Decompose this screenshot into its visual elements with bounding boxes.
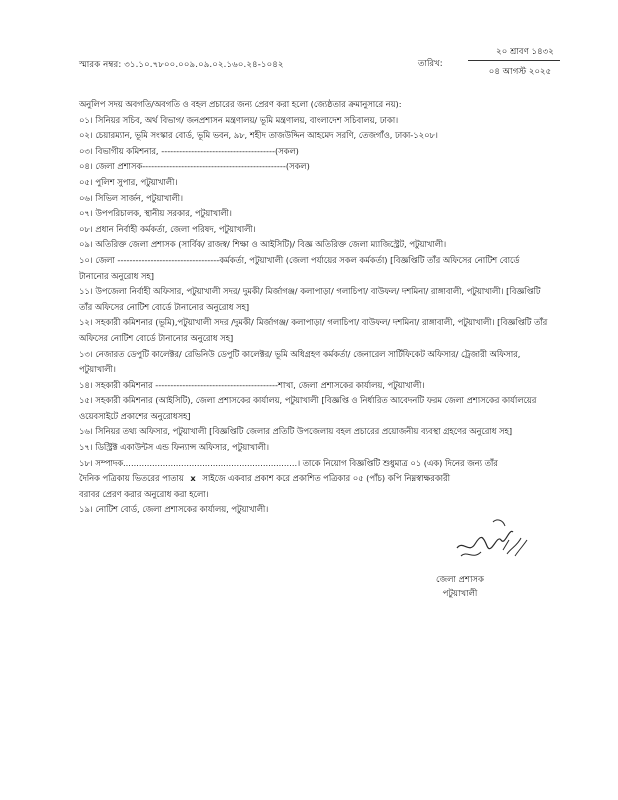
list-item: ১৫। সহকারী কমিশনার (আইসিটি), জেলা প্রশাসকের কার্যালয়, পটুয়াখালী [বিজ্ঞপ্তি ও নির্ধারিত আবেদনটি ফরম জেলা প্রশাসকের কার্যালয়ের ওয়েবসাইটে প্রকাশের অনুরোধসহ] [79,395,537,421]
list-item: ০৭। উপপরিচালক, স্থানীয় সরকার, পটুয়াখালী। [79,208,232,219]
list-item: ১৬। সিনিয়র তথ্য অফিসার, পটুয়াখালী [বিজ্ঞপ্তিটি জেলার প্রতিটি উপজেলায় বহল প্রচারের প্রয়োজনীয় ব্যবস্থা গ্রহণের অনুরোধ সহ] [79,426,513,437]
signatory-place: পটুয়াখালী [442,589,478,599]
list-item: ১৯। নোটিশ বোর্ড, জেলা প্রশাসকের কার্যালয়, পটুয়াখালী। [79,504,269,515]
item18-line2b: সাইজে একবার প্রকাশ করে প্রকাশিত পত্রিকার ০৫ (পাঁচ) কপি নিম্নস্বাক্ষরকারী [202,473,450,484]
memo-label: স্মারক নম্বর: [79,60,122,70]
date-divider [468,60,560,61]
list-item: ১০। জেলা ----------------------------------কর্মকর্তা, পটুয়াখালী (জেলা পর্যায়ের সকল কর্মকর্তা) [বিজ্ঞপ্তিটি তাঁর অফিসের নোটিশ বোর্ডে টানানোর অনুরোধ সহ] [79,254,520,281]
list-item: ০১। সিনিয়র সচিব, অর্থ বিভাগ/ জনপ্রশাসন মন্ত্রণালয়/ ভূমি মন্ত্রণালয়, বাংলাদেশ সচিবালয়, ঢাকা। [79,114,399,125]
list-item: ০৬। সিভিল সার্জন, পটুয়াখালী। [79,192,183,203]
list-item: ১৭। ডিস্ট্রিক্ট একাউন্টস এন্ড ফিন্যান্স অফিসার, পটুয়াখালী। [79,442,269,453]
list-item: ১৩। নেজারত ডেপুটি কালেক্টর/ রেভিনিউ ডেপুটি কালেক্টর/ ভূমি অধিগ্রহণ কর্মকর্তা/ জেনারেল সার্টিফিকেট অফিসার/ ট্রেজারী অফিসার, পটুয়াখালী। [79,348,521,375]
list-item: ০৫। পুলিশ সুপার, পটুয়াখালী। [79,176,178,187]
signatory-block [415,573,505,601]
signatory-title: জেলা প্রশাসক [436,575,484,585]
date-bangla: ২০ শ্রাবণ ১৪৩২ [496,47,554,57]
memo-number-line [79,58,284,72]
item18-line2a: দৈনিক পত্রিকায় ভিতরের পাতায় [79,473,184,484]
date-label: তারিখ: [418,59,443,69]
date-gregorian: ০৪ আগস্ট ২০২৫ [488,67,552,77]
item18-line3: বরাবর প্রেরণ করার অনুরোধ করা হলো। [79,488,209,499]
memo-number: ৩১.১০.৭৮০০.০০৯.০৯.০২.১৬০.২৪-১০৪২ [124,60,284,70]
list-item: ১২। সহকারী কমিশনার (ভূমি),পটুয়াখালী সদর /দুমকী/ মির্জাগঞ্জ/ কলাপাড়া/ গলাচিপা/ বাউফল/ দশমিনা/ রাঙ্গাবালী, পটুয়াখালী। [বিজ্ঞপ্তিটি তাঁর অফিসের নোটিশ বোর্ডে টানানোর অনুরোধ সহ] [79,317,548,343]
list-item: ১১। উপজেলা নির্বাহী অফিসার, পটুয়াখালী সদর/ দুমকী/ মির্জাগঞ্জ/ কলাপাড়া/ গলাচিপা/ বাউফল/ দশমিনা/ রাঙ্গাবালী, পটুয়াখালী। [বিজ্ঞপ্তিটি তাঁর অফিসের নোটিশ বোর্ডে টানানোর অনুরোধ সহ] [79,286,541,312]
handwritten-signature [453,510,533,570]
list-item-18 [79,456,549,503]
list-item: ০৯। অতিরিক্ত জেলা প্রশাসক (সার্বিক/ রাজস্ব/ শিক্ষা ও আইসিটি)/ বিজ্ঞ অতিরিক্ত জেলা ম্যাজিস্ট্রেট, পটুয়াখালী। [79,239,447,250]
item18-line1: ১৮। সম্পাদক..................................................................। তাকে নিয়োগ বিজ্ঞপ্তিটি শুধুমাত্র ০১ (এক) দিনের জন্য তাঁর [79,457,498,468]
distribution-list [79,97,549,518]
list-item: ১৪। সহকারী কমিশনার -----------------------------------------শাখা, জেলা প্রশাসকের কার্যালয়, পটুয়াখালী। [79,379,425,390]
intro-text: অনুলিপ সদয় অবগতি/অবগতি ও বহল প্রচারের জন্য প্রেরণ করা হলো (জ্যেষ্ঠতার ক্রমানুসারে নয়): [79,99,402,109]
list-item: ০২। চেয়ারম্যান, ভূমি সংস্কার বোর্ড, ভূমি ভবন, ৯৮, শহীদ তাজউদ্দিন আহমেদ সরণি, তেজগাঁও, ঢাকা-১২০৮। [79,130,438,141]
list-item: ০৮। প্রধান নির্বাহী কর্মকর্তা, জেলা পরিষদ, পটুয়াখালী। [79,223,256,234]
size-mark: x [190,473,196,484]
list-item: ০৪। জেলা প্রশাসক------------------------------------------------(সকল) [79,161,310,172]
list-item: ০৩। বিভাগীয় কমিশনার, --------------------------------------(সকল) [79,145,299,156]
